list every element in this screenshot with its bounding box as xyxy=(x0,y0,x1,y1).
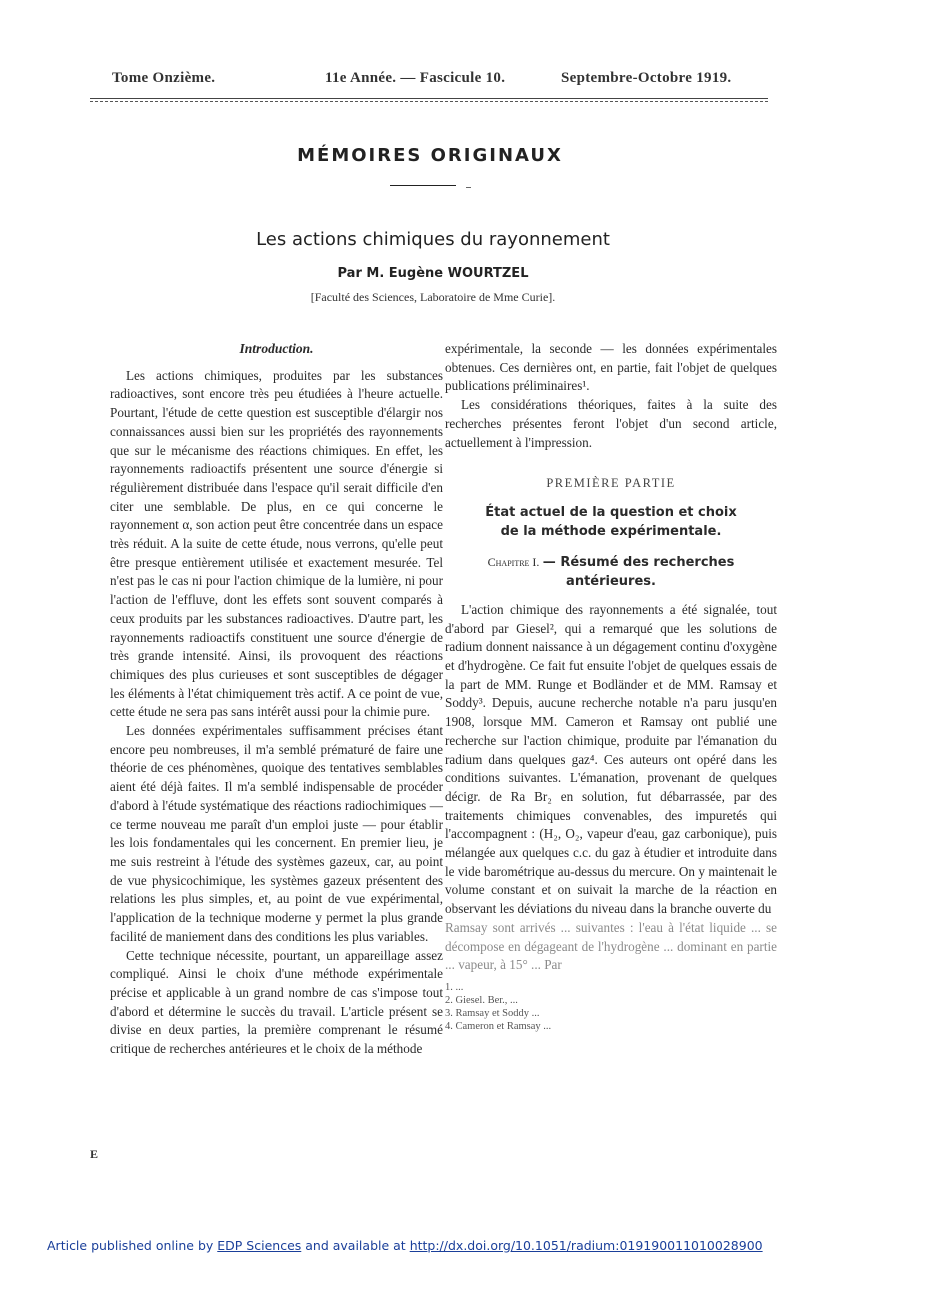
part-label: PREMIÈRE PARTIE xyxy=(546,476,676,491)
right-column xyxy=(445,340,777,1033)
journal-date: Septembre-Octobre 1919. xyxy=(561,70,732,86)
section-divider xyxy=(390,185,456,186)
journal-issue: 11e Année. — Fascicule 10. xyxy=(325,70,506,86)
history-paragraph: L'action chimique des rayonnements a été signalée, tout d'abord par Giesel², qui a remarqué que les solutions de radium donnent naissance à un dégagement continu d'oxygène et d'hydrogène. Ce fait fut ensuite l'objet de quelques essais de la part de MM. Runge et Bodländer et de MM. Ramsay et Soddy³. Depuis, aucune recherche notable n'a paru jusqu'en 1908, lorsque MM. Cameron et Ramsay ont publié une recherche sur l'action chimique, produite par l'émanation du radium dans quelques gaz⁴. Ces auteurs ont opéré dans les conditions suivantes. L'émanation, provenant de quelques décigr. de Ra Br₂ en solution, fut débarrassée, par des traitements chimiques convenables, des impuretés qui l'accompagnent : (H₂, O₂, vapeur d'eau, gaz carbonique), puis mélangée aux quelques c.c. du gaz à étudier et introduite dans le vide barométrique au-dessus du mercure. On y maintenait le volume constant et on suivait la marche de la réaction en observant les déviations du niveau dans la branche ouverte du xyxy=(445,601,777,917)
header-rule xyxy=(90,98,768,99)
footnote-4: 4. Cameron et Ramsay ... xyxy=(445,1020,552,1032)
part-title-line-1: État actuel de la question et choix xyxy=(485,504,737,520)
chapter-title: — Résumé des recherches antérieures. xyxy=(542,554,735,589)
doi-link[interactable]: http://dx.doi.org/10.1051/radium:019190011010028900 xyxy=(409,1238,763,1253)
theory-paragraph: Les considérations théoriques, faites à la suite des recherches présentes feront l'objet d'un second article, actuellement à l'impression. xyxy=(445,397,777,450)
margin-mark: E xyxy=(90,1147,99,1161)
left-column xyxy=(110,340,443,1059)
article-affiliation: [Faculté des Sciences, Laboratoire de Mme Curie]. xyxy=(310,290,556,304)
journal-tome: Tome Onzième. xyxy=(112,70,216,86)
footer-middle: and available at xyxy=(301,1238,410,1253)
publisher-link[interactable]: EDP Sciences xyxy=(217,1238,302,1253)
article-author: Par M. Eugène WOURTZEL xyxy=(337,266,529,281)
footnote-1: 1. ... xyxy=(445,981,464,993)
header-rule-dashed xyxy=(90,101,768,102)
footnote-3: 3. Ramsay et Soddy ... xyxy=(445,1007,540,1019)
footer-prefix: Article published online by xyxy=(47,1238,218,1253)
publication-footer xyxy=(47,1238,763,1253)
part-title xyxy=(445,503,777,541)
intro-paragraph-1: Les actions chimiques, produites par les substances radioactives, sont encore très peu étudiées à l'heure actuelle. Pourtant, l'étude de cette question est susceptible d'élargir nos connaissances aussi bien sur les propriétés des rayonnements que sur le mécanisme des réactions chimiques. En effet, les rayonnements radioactifs présentent une source d'énergie si régulièrement distribuée dans l'espace qu'il serait difficile d'en citer une semblable. De plus, en ce qui concerne le rayonnement α, son action peut être concentrée dans un espace très réduit. A la suite de cette étude, nous verrons, qu'elle peut être presque entièrement utilisée et exactement mesurée. Tel n'est pas le cas ni pour l'action chimique de la lumière, ni pour l'action de l'effluve, dont les effets sont souvent comparés à ceux produits par les substances radioactives. D'autre part, les rayonnements radioactifs constituent une source d'énergie de très grande intensité. Ainsi, ils provoquent des réactions chimiques des plus curieuses et sont susceptibles de dégager les éléments à l'état chimiquement très actif. A ce point de vue, cette étude ne sera pas sans intérêt aussi pour la chimie pure. xyxy=(110,367,443,720)
intro-paragraph-2: Les données expérimentales suffisamment précises étant encore peu nombreuses, il m'a semblé prématuré de faire une théorie de ces phénomènes, quoique des tentatives semblables aient été déjà faites. Il m'a semblé indispensable de procéder d'abord à l'étude systématique des réactions radiochimiques — ce terme nouveau me paraît d'un emploi juste — pour établir les lois fondamentales qui les concernent. En premier lieu, je me suis restreint à l'étude des systèmes gazeux, car, au point de vue physicochimique, les systèmes gazeux présentent des relations les plus simples, et, au point de vue expérimental, l'application de la technique moderne y permet la plus grande facilité de maniement dans des conditions les plus variables. xyxy=(110,723,443,944)
footnotes xyxy=(445,981,777,1033)
faded-paragraph: Ramsay sont arrivés ... suivantes : l'eau à l'état liquide ... se décompose en dégageant de l'hydrogène ... dominant en partie ... vapeur, à 15° ... Par xyxy=(445,919,777,973)
introduction-heading: Introduction. xyxy=(239,341,314,356)
footnote-2: 2. Giesel. Ber., ... xyxy=(445,994,518,1006)
article-title: Les actions chimiques du rayonnement xyxy=(256,229,610,250)
intro-paragraph-3: Cette technique nécessite, pourtant, un appareillage assez compliqué. Ainsi le choix d'une méthode expérimentale précise et applicable à un grand nombre de cas s'impose tout d'abord et détermine le succès du travail. L'article présent se divise en deux parties, la première comprenant le résumé critique de recherches antérieures et le choix de la méthode xyxy=(110,947,443,1057)
chapter-heading xyxy=(445,553,777,591)
continued-paragraph: expérimentale, la seconde — les données expérimentales obtenues. Ces dernières ont, en partie, fait l'objet de quelques publications préliminaires¹. xyxy=(445,341,777,394)
section-heading: MÉMOIRES ORIGINAUX xyxy=(297,145,563,166)
chapter-label: Chapitre I. xyxy=(487,554,540,569)
section-divider-dot xyxy=(466,187,471,188)
part-title-line-2: de la méthode expérimentale. xyxy=(500,523,722,539)
